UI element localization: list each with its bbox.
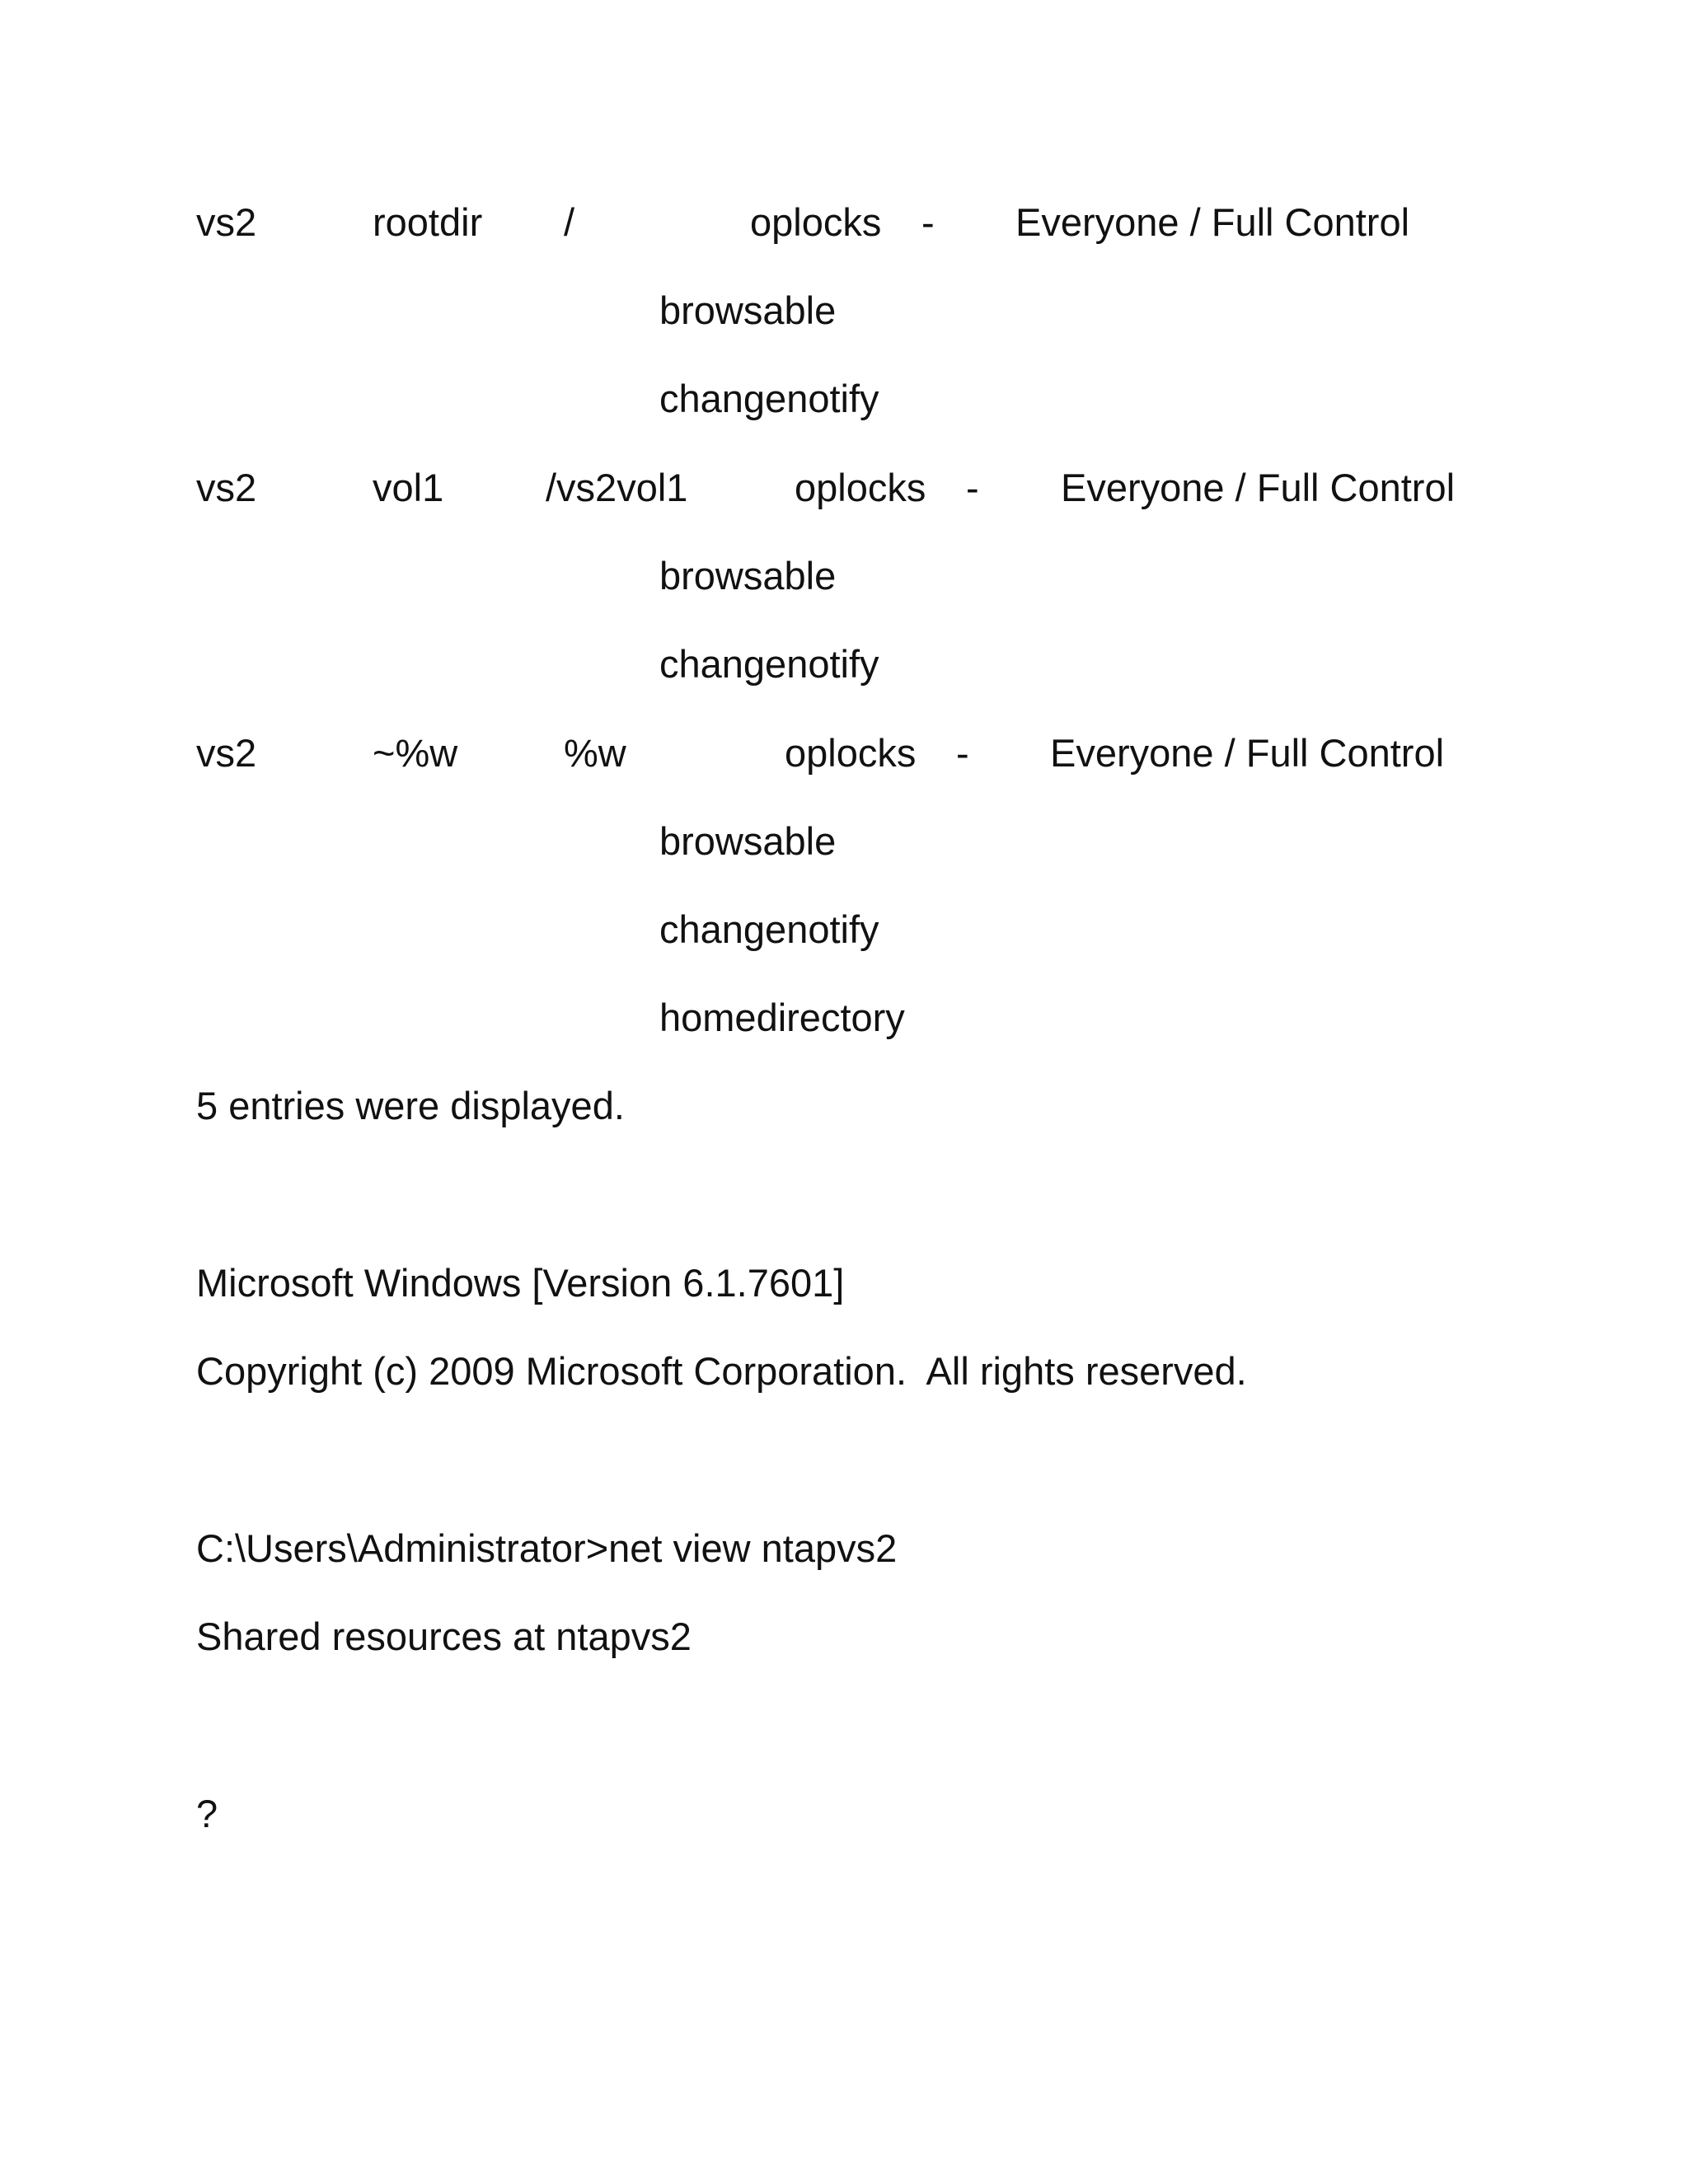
row2-comment: - bbox=[966, 466, 979, 509]
row2-property-changenotify: changenotify bbox=[659, 642, 879, 686]
row3-property-homedirectory: homedirectory bbox=[659, 996, 905, 1039]
row1-vserver: vs2 bbox=[196, 200, 257, 244]
command-line: C:\Users\Administrator>net view ntapvs2 bbox=[196, 1526, 898, 1570]
row2-property-oplocks: oplocks bbox=[795, 466, 926, 509]
row1-acl: Everyone / Full Control bbox=[1015, 200, 1410, 244]
row3-comment: - bbox=[956, 731, 969, 775]
row2-path: /vs2vol1 bbox=[546, 466, 688, 509]
row1-path: / bbox=[564, 200, 575, 244]
trailing-question-mark: ? bbox=[196, 1792, 218, 1835]
row2-vserver: vs2 bbox=[196, 466, 257, 509]
shared-resources-heading: Shared resources at ntapvs2 bbox=[196, 1615, 692, 1658]
row2-property-browsable: browsable bbox=[659, 554, 837, 598]
row3-vserver: vs2 bbox=[196, 731, 257, 775]
row2-acl: Everyone / Full Control bbox=[1061, 466, 1456, 509]
row3-property-changenotify: changenotify bbox=[659, 907, 879, 951]
row1-comment: - bbox=[921, 200, 935, 244]
row1-share-name: rootdir bbox=[373, 200, 483, 244]
row1-property-changenotify: changenotify bbox=[659, 377, 879, 420]
row3-property-oplocks: oplocks bbox=[785, 731, 917, 775]
row1-property-oplocks: oplocks bbox=[750, 200, 882, 244]
windows-version: Microsoft Windows [Version 6.1.7601] bbox=[196, 1261, 845, 1305]
row1-property-browsable: browsable bbox=[659, 288, 837, 332]
row3-path: %w bbox=[564, 731, 626, 775]
row3-share-name: ~%w bbox=[373, 731, 458, 775]
copyright-notice: Copyright (c) 2009 Microsoft Corporation. All rights reserved. bbox=[196, 1349, 1247, 1393]
row3-acl: Everyone / Full Control bbox=[1050, 731, 1445, 775]
entries-summary: 5 entries were displayed. bbox=[196, 1084, 625, 1127]
row2-share-name: vol1 bbox=[373, 466, 444, 509]
row3-property-browsable: browsable bbox=[659, 819, 837, 863]
